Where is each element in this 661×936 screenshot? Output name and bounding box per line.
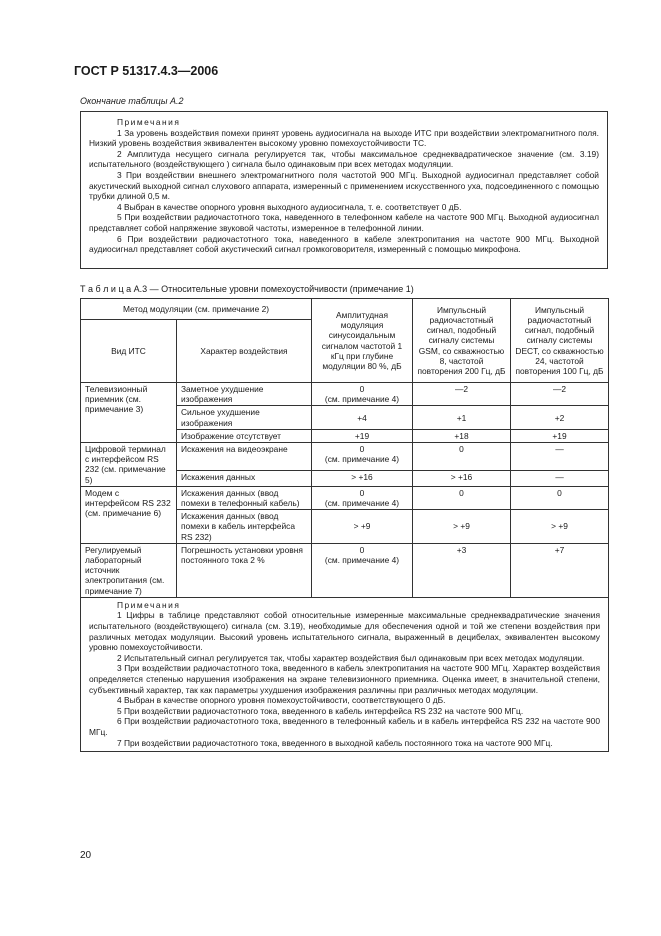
dect-cell: 0 (511, 486, 609, 509)
gsm-cell: +18 (413, 429, 511, 442)
its-type-cell: Регулируемый лабораторный источник электропитания (см. примечание 7) (81, 543, 177, 597)
its-type-cell: Телевизионный приемник (см. примечание 3) (81, 383, 177, 443)
table-caption: Т а б л и ц а А.3 — Относительные уровни помехоустойчивости (примечание 1) (80, 284, 414, 294)
header-dect: Импульсный радиочастотный сигнал, подобный сигналу системы DECT, со скважностью 24, частотой повторения 100 Гц, дБ (511, 299, 609, 383)
notes-title: Примечания (117, 599, 181, 610)
effect-cell: Погрешность установки уровня постоянного тока 2 % (177, 543, 312, 597)
am-cell: > +9 (312, 510, 413, 544)
its-type-cell: Модем с интерфейсом RS 232 (см. примечание 6) (81, 486, 177, 543)
note-item: 7 При воздействии радиочастотного тока, введенного в выходной кабель постоянного тока на частоте 900 МГц. (117, 737, 553, 748)
note-item: 3 При воздействии внешнего электромагнитного поля частотой 900 МГц. Выходной аудиосигнал представляет собой акустический выходной сигнал слухового аппарата, измеренный с применением искусственного уха, подсоединенного с помощью трубки длиной 0,5 м. (89, 169, 599, 202)
table-row (81, 486, 609, 509)
header-its-type: Вид ИТС (81, 320, 177, 383)
gsm-cell: 0 (413, 486, 511, 509)
am-cell: 0 (см. примечание 4) (312, 486, 413, 509)
note-item: 4 Выбран в качестве опорного уровня выходного аудиосигнала, т. е. соответствует 0 дБ. (117, 201, 462, 212)
table-continuation-label: Окончание таблицы А.2 (80, 96, 184, 106)
effect-cell: Изображение отсутствует (177, 429, 312, 442)
dect-cell: +2 (511, 406, 609, 429)
am-cell: +19 (312, 429, 413, 442)
effect-cell: Искажения данных (ввод помехи в кабель интерфейса RS 232) (177, 510, 312, 544)
table-notes (81, 597, 609, 751)
am-cell: 0 (см. примечание 4) (312, 383, 413, 406)
note-item: 2 Испытательный сигнал регулируется так, чтобы характер воздействия был одинаковым при всех методах модуляции. (117, 652, 585, 663)
effect-cell: Искажения на видеоэкране (177, 443, 312, 471)
am-cell: 0 (см. примечание 4) (312, 443, 413, 471)
dect-cell: +7 (511, 543, 609, 597)
am-cell: +4 (312, 406, 413, 429)
note-item: 2 Амплитуда несущего сигнала регулируется так, чтобы максимальное среднеквадратическое значение (см. 3.19) испытательного (воздействующего ) сигнала было одинаковым при всех методах модуляции. (89, 148, 599, 170)
header-gsm: Импульсный радиочастотный сигнал, подобный сигналу системы GSM, со скважностью 8, частотой повторения 200 Гц, дБ (413, 299, 511, 383)
notes-box-a2 (80, 111, 608, 269)
effect-cell: Искажения данных (177, 471, 312, 487)
gsm-cell: 0 (413, 443, 511, 471)
note-item: 6 При воздействии радиочастотного тока, наведенного в кабеле электропитания на частоте 900 МГц. Выходной аудиосигнал представляет собой акустический сигнал громкоговорителя, измеренный с помощью микрофона. (89, 233, 599, 255)
gsm-cell: +1 (413, 406, 511, 429)
immunity-table (80, 298, 609, 752)
note-item: 1 Цифры в таблице представляют собой относительные измеренные максимальные среднеквадратические значения испытательного (воздействующего) сигнала (см. 3.19), необходимые для обеспечения одной и той же степени воздействия при различных методах модуляции. Высокий уровень испытательного сигнала, выраженный в децибелах, эквивалентен высокому уровню помехоустойчивости. (89, 610, 600, 653)
document-header: ГОСТ Р 51317.4.3—2006 (74, 64, 219, 78)
header-am: Амплитудная модуляция синусоидальным сигналом частотой 1 кГц при глубине модуляции 80 %, дБ (312, 299, 413, 383)
dect-cell: > +9 (511, 510, 609, 544)
am-cell: > +16 (312, 471, 413, 487)
effect-cell: Заметное ухудшение изображения (177, 383, 312, 406)
note-item: 1 За уровень воздействия помехи принят уровень аудиосигнала на выходе ИТС при воздействии электромагнитного поля. Низкий уровень воздействия эквивалентен высокому уровню помехоустойчивости ТС. (89, 127, 599, 149)
effect-cell: Сильное ухудшение изображения (177, 406, 312, 429)
gsm-cell: —2 (413, 383, 511, 406)
dect-cell: —2 (511, 383, 609, 406)
am-cell: 0 (см. примечание 4) (312, 543, 413, 597)
its-type-cell: Цифровой терминал с интерфейсом RS 232 (см. примечание 5) (81, 443, 177, 487)
table-row (81, 443, 609, 471)
header-method: Метод модуляции (см. примечание 2) (81, 299, 312, 320)
dect-cell: — (511, 443, 609, 471)
note-item: 5 При воздействии радиочастотного тока, введенного в кабель интерфейса RS 232 на частоте 900 МГц. (117, 705, 524, 716)
table-row (81, 383, 609, 406)
gsm-cell: +3 (413, 543, 511, 597)
gsm-cell: > +16 (413, 471, 511, 487)
table-row (81, 543, 609, 597)
header-effect: Характер воздействия (177, 320, 312, 383)
note-item: 5 При воздействии радиочастотного тока, наведенного в телефонном кабеле на частоте 900 МГц. Выходной аудиосигнал представляет собой напряжение звуковой частоты, измеренное в телефонной линии. (89, 212, 599, 233)
note-item: 3 При воздействии радиочастотного тока, введенного в кабель электропитания на частоте 900 МГц. Характер воздействия определяется степенью нарушения изображения на экране телевизионного приемника. Оценка имеет, в значительной степени, субъективный характер, так как параметры ухудшения изображения различны при различных методах модуляции. (89, 663, 600, 695)
effect-cell: Искажения данных (ввод помехи в телефонный кабель) (177, 486, 312, 509)
page-number: 20 (80, 850, 92, 861)
dect-cell: +19 (511, 429, 609, 442)
notes-title: Примечания (117, 117, 181, 127)
dect-cell: — (511, 471, 609, 487)
note-item: 6 При воздействии радиочастотного тока, введенного в телефонный кабель и в кабель интерфейса RS 232 на частоте 900 МГц. (89, 716, 600, 737)
gsm-cell: > +9 (413, 510, 511, 544)
note-item: 4 Выбран в качестве опорного уровня помехоустойчивости, соответствующего 0 дБ. (117, 695, 446, 706)
